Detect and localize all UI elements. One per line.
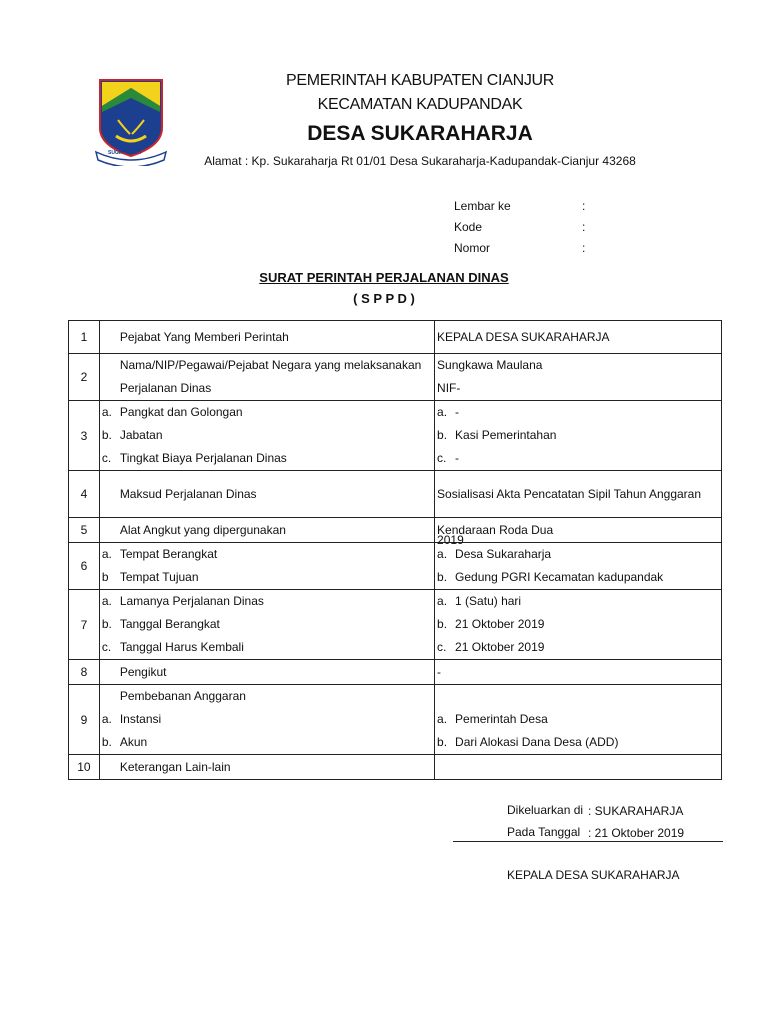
- row-description: [99, 685, 434, 755]
- cell-line: [435, 755, 721, 779]
- item-text: Sosialisasi Akta Pencatatan Sipil Tahun Anggaran 2019: [437, 487, 702, 547]
- item-text: Tempat Tujuan: [119, 570, 199, 584]
- item-text: -: [455, 451, 460, 465]
- row-description: [99, 755, 434, 780]
- row-number: 9: [69, 685, 100, 755]
- item-letter: b.: [437, 570, 448, 584]
- row-description: [99, 660, 434, 685]
- item-text: Sungkawa Maulana: [437, 358, 543, 372]
- cell-line: [100, 613, 434, 636]
- item-letter: b.: [101, 617, 112, 631]
- item-text: KEPALA DESA SUKARAHARJA: [437, 330, 610, 344]
- row-value: [435, 660, 722, 685]
- item-text: -: [437, 665, 442, 679]
- cell-line: [435, 447, 721, 470]
- item-text: Tanggal Berangkat: [119, 617, 220, 631]
- table-row: [69, 471, 722, 518]
- item-letter: a.: [437, 547, 448, 561]
- cell-line: [435, 377, 721, 400]
- row-value: [435, 755, 722, 780]
- header-address: Alamat : Kp. Sukaraharja Rt 01/01 Desa Sukaraharja-Kadupandak-Cianjur 43268: [204, 154, 636, 168]
- cell-line: [100, 424, 434, 447]
- item-text: Pengikut: [119, 665, 167, 679]
- item-text: 1 (Satu) hari: [455, 594, 522, 608]
- meta-code-label: Kode: [454, 220, 483, 234]
- cell-line: [100, 590, 434, 613]
- row-value: [435, 401, 722, 471]
- row-number: 1: [69, 321, 100, 354]
- item-text: Dari Alokasi Dana Desa (ADD): [455, 735, 619, 749]
- header-district: KECAMATAN KADUPANDAK: [317, 96, 523, 113]
- cell-line: [435, 731, 721, 754]
- item-letter: b.: [101, 735, 112, 749]
- row-value: [435, 543, 722, 590]
- item-letter: c.: [101, 451, 112, 465]
- item-text: Tingkat Biaya Perjalanan Dinas: [119, 451, 287, 465]
- item-text: Alat Angkut yang dipergunakan: [119, 523, 286, 537]
- row-description: [99, 401, 434, 471]
- item-text: Perjalanan Dinas: [119, 381, 212, 395]
- item-text: Maksud Perjalanan Dinas: [119, 487, 257, 501]
- cell-line: [435, 685, 721, 708]
- row-description: [99, 518, 434, 543]
- row-description: [99, 543, 434, 590]
- cell-line: [100, 518, 434, 542]
- cell-line: [435, 321, 721, 353]
- cell-line: [100, 377, 434, 400]
- row-value: [435, 685, 722, 755]
- item-letter: a.: [437, 405, 448, 419]
- footer-divider: [453, 841, 723, 842]
- cell-line: [435, 636, 721, 659]
- item-letter: b.: [437, 428, 448, 442]
- row-number: 3: [69, 401, 100, 471]
- item-text: Lamanya Perjalanan Dinas: [119, 594, 264, 608]
- meta-number-sep: :: [582, 241, 586, 255]
- item-text: NIF-: [437, 381, 461, 395]
- item-text: Instansi: [119, 712, 162, 726]
- signer-title: KEPALA DESA SUKARAHARJA: [507, 868, 680, 882]
- row-number: 5: [69, 518, 100, 543]
- item-text: Tanggal Harus Kembali: [119, 640, 244, 654]
- cell-line: [100, 354, 434, 377]
- sppd-table: [68, 320, 722, 780]
- table-row: [69, 518, 722, 543]
- table-row: [69, 401, 722, 471]
- item-text: Kendaraan Roda Dua: [437, 523, 554, 537]
- item-text: Tempat Berangkat: [119, 547, 218, 561]
- row-description: [99, 590, 434, 660]
- cell-line: [100, 566, 434, 589]
- item-text: Pangkat dan Golongan: [119, 405, 243, 419]
- meta-code-sep: :: [582, 220, 586, 234]
- cell-line: [435, 354, 721, 377]
- item-letter: a.: [101, 405, 112, 419]
- item-text: Gedung PGRI Kecamatan kadupandak: [455, 570, 664, 584]
- item-letter: a.: [101, 547, 112, 561]
- item-text: Nama/NIP/Pegawai/Pejabat Negara yang melaksanakan: [119, 358, 422, 372]
- item-letter: c.: [437, 451, 447, 465]
- meta-number-label: Nomor: [454, 241, 491, 255]
- issued-at-label: Dikeluarkan di: [507, 803, 584, 817]
- cell-line: [100, 660, 434, 684]
- item-text: Pembebanan Anggaran: [119, 689, 246, 703]
- item-text: Akun: [119, 735, 148, 749]
- cell-line: [435, 518, 721, 542]
- cell-line: [435, 424, 721, 447]
- logo-motto: SUGIH MUKTI: [108, 150, 142, 156]
- row-number: 2: [69, 354, 100, 401]
- item-letter: b: [101, 570, 109, 584]
- cell-line: [435, 401, 721, 424]
- row-number: 6: [69, 543, 100, 590]
- item-text: Desa Sukaraharja: [455, 547, 552, 561]
- item-letter: b.: [437, 735, 448, 749]
- cell-line: [435, 543, 721, 566]
- cell-line: [100, 685, 434, 708]
- issued-at-value: : SUKARAHARJA: [588, 804, 684, 818]
- cell-line: [435, 590, 721, 613]
- row-number: 10: [69, 755, 100, 780]
- table-row: [69, 660, 722, 685]
- row-value: [435, 354, 722, 401]
- cell-line: [100, 447, 434, 470]
- item-text: Keterangan Lain-lain: [119, 760, 231, 774]
- row-description: [99, 471, 434, 518]
- item-letter: c.: [101, 640, 112, 654]
- cell-line: [100, 321, 434, 353]
- item-letter: a.: [437, 712, 448, 726]
- table-row: [69, 354, 722, 401]
- cell-line: [435, 566, 721, 589]
- item-text: 21 Oktober 2019: [455, 640, 545, 654]
- header-government: PEMERINTAH KABUPATEN CIANJUR: [285, 72, 555, 89]
- cell-line: [100, 636, 434, 659]
- item-letter: a.: [437, 594, 448, 608]
- issued-date-label: Pada Tanggal: [507, 825, 581, 839]
- item-letter: c.: [437, 640, 447, 654]
- item-text: 21 Oktober 2019: [455, 617, 545, 631]
- row-value: [435, 518, 722, 543]
- header-village: DESA SUKARAHARJA: [307, 122, 533, 145]
- meta-sheet-label: Lembar ke: [454, 199, 511, 213]
- table-row: [69, 543, 722, 590]
- document-abbr: ( S P P D ): [353, 291, 415, 306]
- item-text: Pejabat Yang Memberi Perintah: [119, 330, 289, 344]
- item-letter: a.: [101, 712, 112, 726]
- row-value: [435, 590, 722, 660]
- cell-line: [100, 471, 434, 517]
- item-text: Kasi Pemerintahan: [455, 428, 557, 442]
- meta-sheet-sep: :: [582, 199, 586, 213]
- table-row: [69, 590, 722, 660]
- row-value: [435, 321, 722, 354]
- item-letter: b.: [101, 428, 112, 442]
- row-number: 7: [69, 590, 100, 660]
- cell-line: [435, 660, 721, 684]
- cell-line: [100, 731, 434, 754]
- row-number: 4: [69, 471, 100, 518]
- item-text: Jabatan: [119, 428, 163, 442]
- item-letter: a.: [101, 594, 112, 608]
- cell-line: [435, 708, 721, 731]
- cell-line: [435, 613, 721, 636]
- table-row: [69, 321, 722, 354]
- row-description: [99, 321, 434, 354]
- issued-date-value: : 21 Oktober 2019: [588, 826, 685, 840]
- row-number: 8: [69, 660, 100, 685]
- item-letter: b.: [437, 617, 448, 631]
- cell-line: [100, 401, 434, 424]
- cell-line: [100, 755, 434, 779]
- item-text: -: [455, 405, 460, 419]
- cell-line: [100, 708, 434, 731]
- table-row: [69, 685, 722, 755]
- document-title: SURAT PERINTAH PERJALANAN DINAS: [259, 270, 509, 285]
- table-row: [69, 755, 722, 780]
- row-description: [99, 354, 434, 401]
- item-text: Pemerintah Desa: [455, 712, 548, 726]
- cell-line: [100, 543, 434, 566]
